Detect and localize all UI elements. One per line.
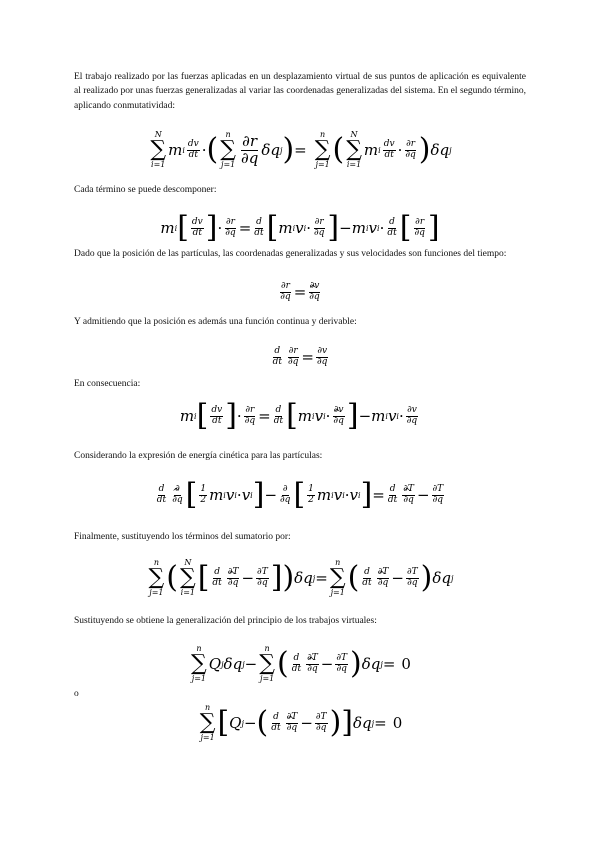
paragraph-or: o [74,689,79,699]
paragraph-generalization: Sustituyendo se obtiene la generalización del principio de los trabajos virtuales: [74,616,377,626]
equation-3: $\frac{\partial r}{\partial q}$ = ∂v ^ ∂q [0,274,600,310]
paragraph-decompose: Cada término se puede descomponer: [74,185,217,195]
equation-4: d dt $\frac{\partial r}{\partial q}$ = $\frac{\partial v}{\partial q}$ [272,346,328,367]
equation-9: n ∑ j=1 [ Q j − ( d dt ∂T ^ ∂q − $\frac{\partial T}{\partial q}$ ) ] δq j = 0 [0,698,600,748]
equation-7: n ∑ j=1 ( N ∑ i=1 [ d dt ∂T ^ ∂q − $\frac{\partial T}{\partial q}$ ] ) δq j = n ∑ j=1 ( d dt ∂T ^ ∂q − $\frac{\partial T}{\partial q}$ ) δq j [0,553,600,603]
paragraph-substitute-terms: Finalmente, sustituyendo los términos del sumatorio por: [74,532,291,542]
equation-1: N ∑ i=1 m i dv dt · ( n ∑ j=1 ∂r ∂q δq j ) = n ∑ j=1 ( N ∑ i=1 m i dv dt · ∂r ∂q ) δq j [150,130,452,169]
paragraph-continuous: Y admitiendo que la posición es además una función continua y derivable: [74,317,357,327]
equation-6: d dt ∂ ^ ∂q [ 1 2 m i v i · v i ] − ∂ ∂q [ 1 2 m i v i · v i ] = $\frac{d}{dt}$ ∂T ^ ∂q − $\frac{\partial T}{\partial q}$ [0,474,600,516]
paragraph-consequence: En consecuencia: [74,379,141,389]
paragraph-functions-of-time: Dado que la posición de las partículas, las coordenadas generalizadas y sus velocidades son funciones del tiempo: [74,249,507,259]
paragraph-kinetic-energy: Considerando la expresión de energía cinética para las partículas: [74,451,323,461]
equation-5: m i [ dv dt ] · $\frac{\partial r}{\partial q}$ = $\frac{d}{dt}$ [ m i v i · ∂v ^ ∂q ] − m i v i · ∂v ∂q [0,396,600,436]
equation-2: m i [ dv dt ] · $\frac{\partial r}{\partial q}$ = $\frac{d}{dt}$ [ m i v i · ∂r ∂q ] − m i v i · d dt [ ∂r ∂q ] [160,210,440,245]
paragraph-intro: El trabajo realizado por las fuerzas aplicadas en un desplazamiento virtual de sus puntos de aplicación es equivalente al realizado por unas fuerzas generalizadas al variar las coordenadas generalizadas del sistema. En el segundo término, aplicando conmutatividad: [74,72,526,111]
equation-8: n ∑ j=1 Q j δq j − n ∑ j=1 ( d dt ∂T ^ ∂q − $\frac{\partial T}{\partial q}$ ) δq j = 0 [0,640,600,688]
